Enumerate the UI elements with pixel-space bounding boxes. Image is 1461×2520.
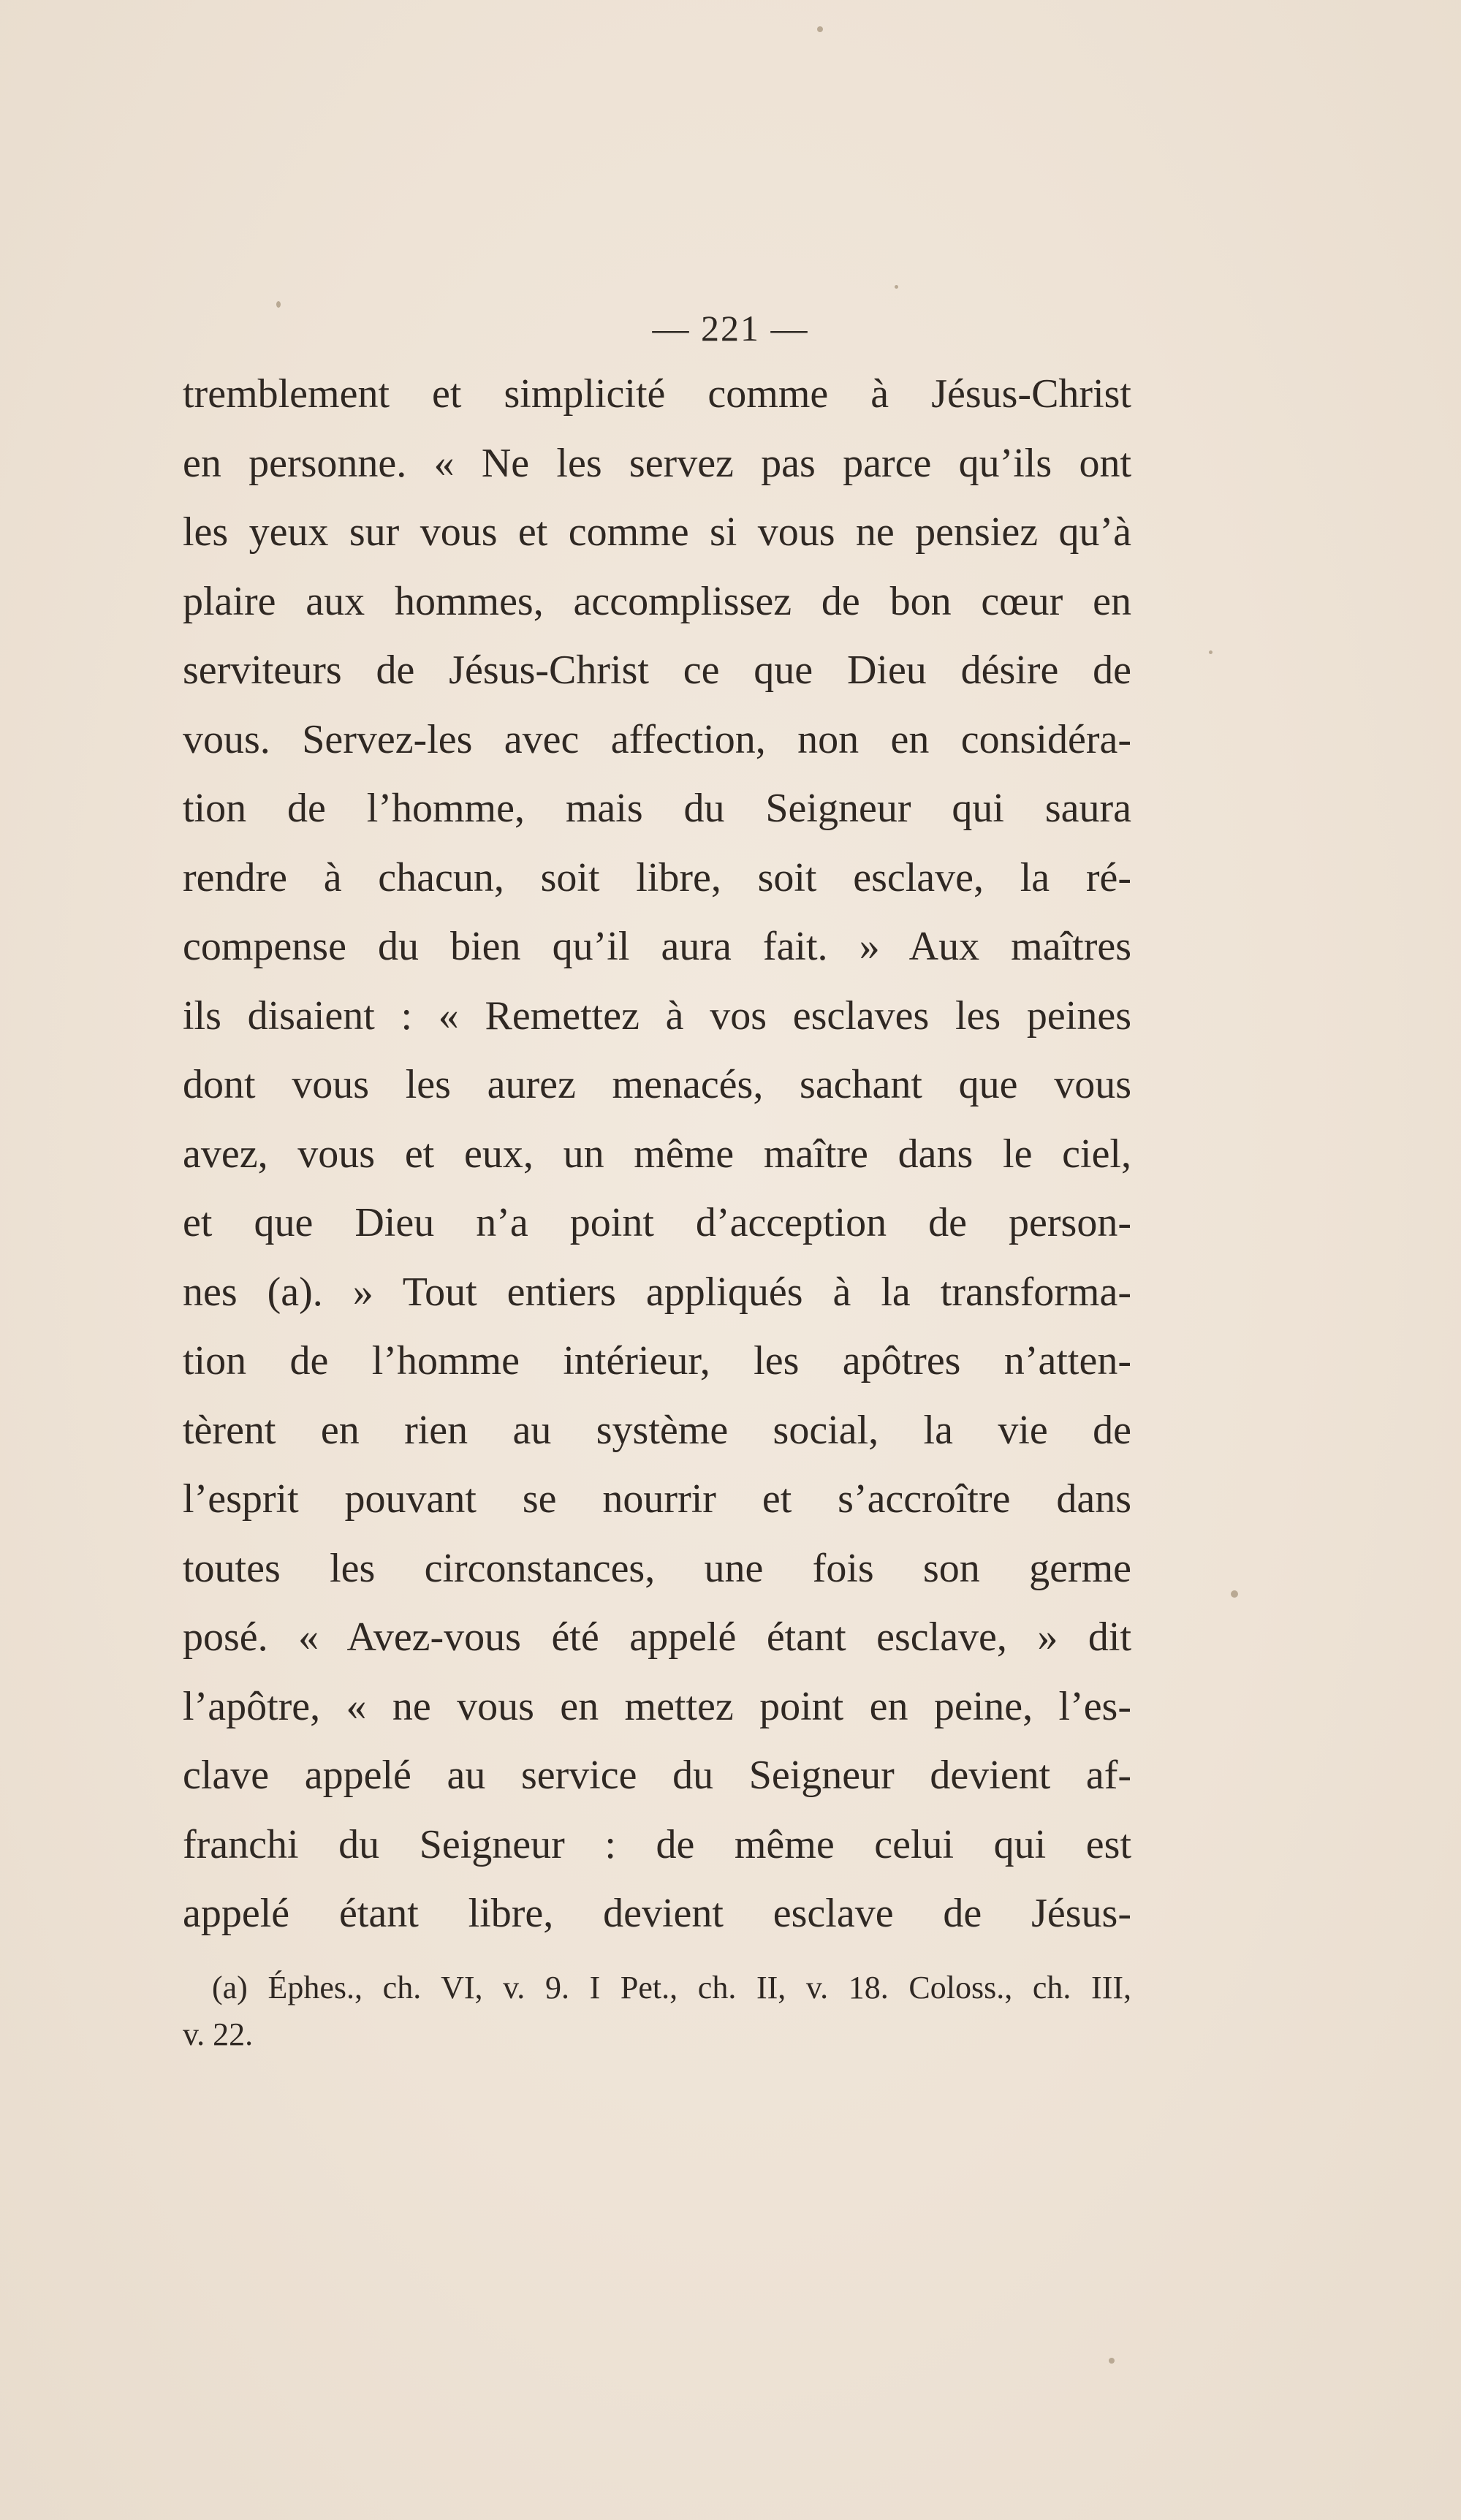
paper-speck [1109, 2358, 1115, 2364]
text-line: l’apôtre, « ne vous en mettez point en peine, l’es- [183, 1683, 1131, 1729]
footnote [183, 1965, 1131, 2058]
text-line: clave appelé au service du Seigneur devient af- [183, 1753, 1131, 1798]
text-line: avez, vous et eux, un même maître dans le ciel, [183, 1131, 1131, 1177]
body-text [183, 360, 1131, 1948]
paper-speck [1209, 650, 1213, 654]
text-line: compense du bien qu’il aura fait. » Aux maîtres [183, 924, 1131, 969]
text-line: plaire aux hommes, accomplissez de bon cœur en [183, 578, 1131, 624]
text-line: serviteurs de Jésus-Christ ce que Dieu désire de [183, 648, 1131, 693]
page-number: — 221 — [652, 308, 809, 349]
text-line: ils disaient : « Remettez à vos esclaves les peines [183, 993, 1131, 1039]
text-line: rendre à chacun, soit libre, soit esclave, la ré- [183, 854, 1131, 900]
text-line: l’esprit pouvant se nourrir et s’accroître dans [183, 1476, 1131, 1522]
text-line: tèrent en rien au système social, la vie de [183, 1407, 1131, 1453]
text-line: dont vous les aurez menacés, sachant que vous [183, 1062, 1131, 1107]
text-line: tremblement et simplicité comme à Jésus-Christ [183, 371, 1131, 417]
text-line: appelé étant libre, devient esclave de Jésus- [183, 1891, 1131, 1936]
paper-speck [1231, 1590, 1238, 1598]
text-line: nes (a). » Tout entiers appliqués à la transforma- [183, 1269, 1131, 1315]
text-line: tion de l’homme intérieur, les apôtres n’atten- [183, 1338, 1131, 1384]
text-line: tion de l’homme, mais du Seigneur qui saura [183, 786, 1131, 831]
text-line: en personne. « Ne les servez pas parce qu’ils ont [183, 440, 1131, 486]
text-line: franchi du Seigneur : de même celui qui est [183, 1821, 1131, 1867]
paper-speck [276, 301, 281, 308]
footnote-line: v. 22. [183, 2016, 254, 2052]
text-line: vous. Servez-les avec affection, non en considéra- [183, 716, 1131, 762]
text-line: posé. « Avez-vous été appelé étant esclave, » dit [183, 1614, 1131, 1660]
text-line: toutes les circonstances, une fois son germe [183, 1545, 1131, 1591]
paper-speck [817, 26, 823, 32]
text-line: et que Dieu n’a point d’acception de person- [183, 1200, 1131, 1245]
footnote-line: (a) Éphes., ch. VI, v. 9. I Pet., ch. II, v. 18. Coloss., ch. III, [212, 1970, 1131, 2005]
text-line: les yeux sur vous et comme si vous ne pensiez qu’à [183, 509, 1131, 555]
paper-speck [895, 285, 898, 289]
